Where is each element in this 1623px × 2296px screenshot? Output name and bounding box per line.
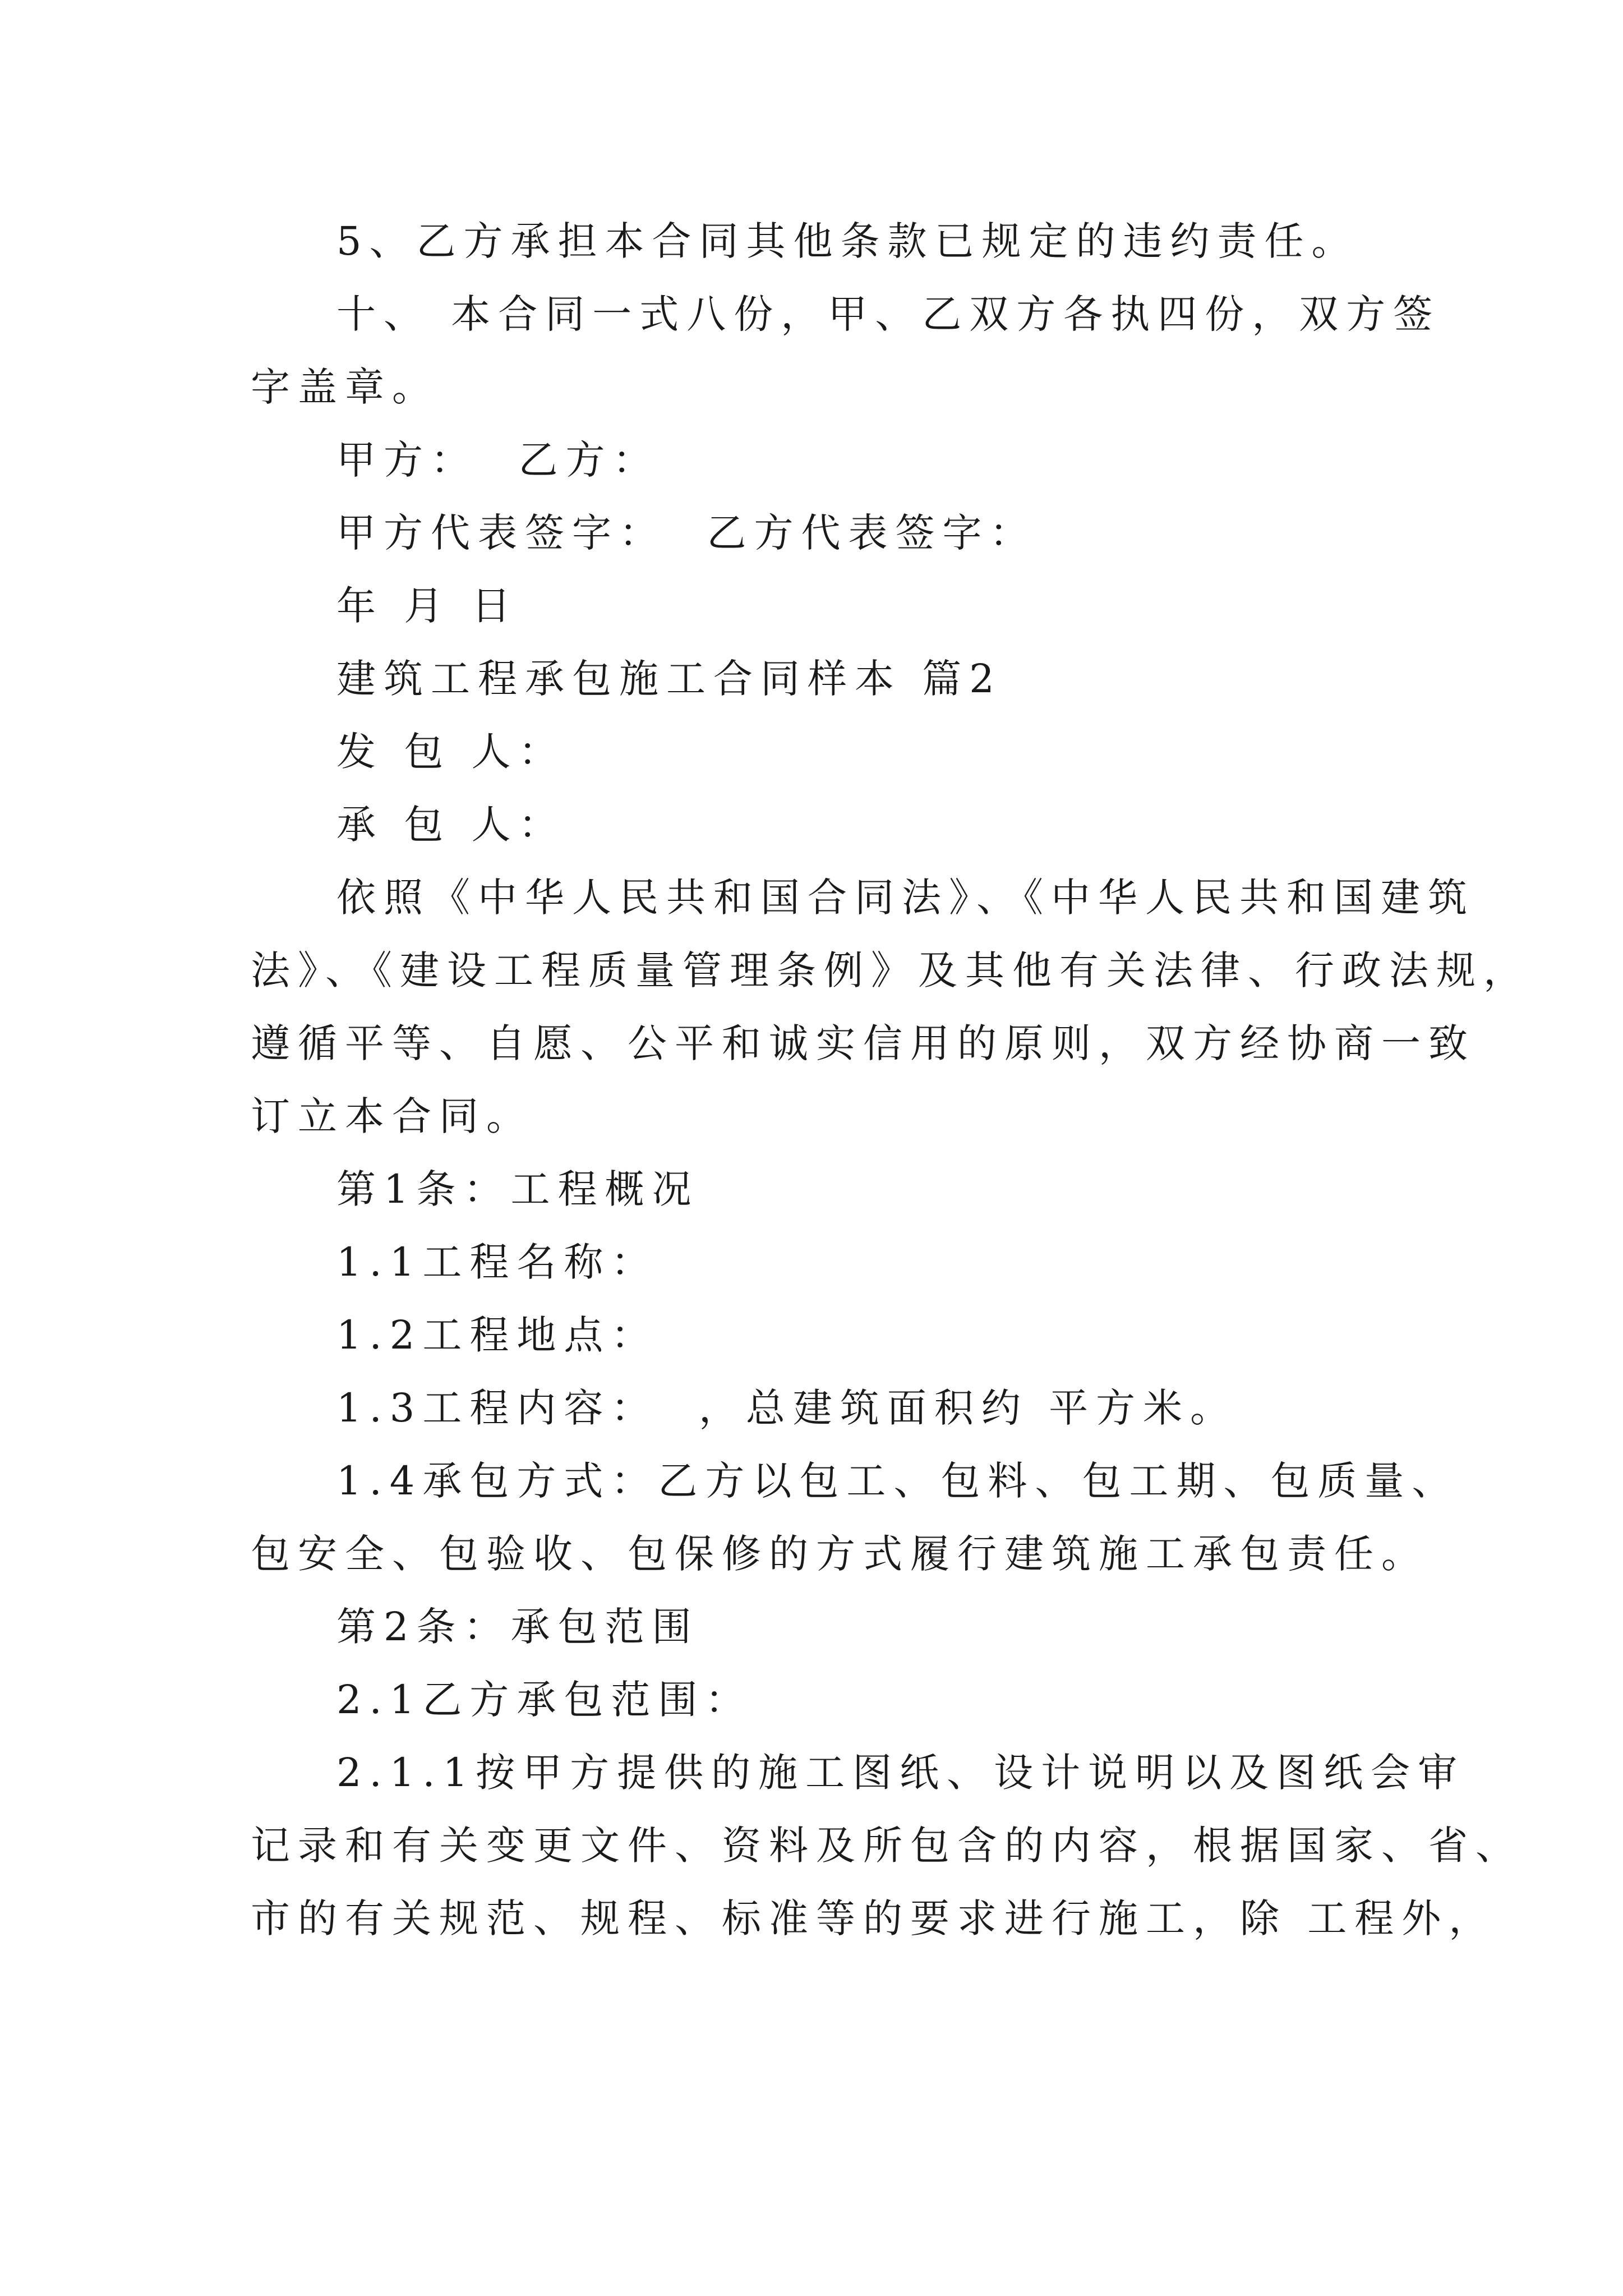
item-2-1-1-line-3: 市的有关规范、规程、标准等的要求进行施工，除 工程外， <box>251 1895 1496 1941</box>
preamble-line-4: 订立本合同。 <box>251 1093 533 1139</box>
article-2-heading: 第2条：承包范围 <box>336 1604 699 1650</box>
signature-representatives: 甲方代表签字： 乙方代表签字： <box>336 510 1037 556</box>
item-2-1-1-line-2: 记录和有关变更文件、资料及所包含的内容，根据国家、省、 <box>251 1823 1523 1869</box>
section-title-part-2: 建筑工程承包施工合同样本 篇2 <box>336 656 1002 702</box>
item-1-2-project-location: 1.2工程地点： <box>336 1312 658 1358</box>
item-1-4-contract-method-cont: 包安全、包验收、包保修的方式履行建筑施工承包责任。 <box>251 1531 1428 1577</box>
clause-10-copies: 十、 本合同一式八份，甲、乙双方各执四份，双方签 <box>336 291 1441 337</box>
clause-10-copies-cont: 字盖章。 <box>251 364 439 410</box>
preamble-line-2: 法》、《建设工程质量管理条例》及其他有关法律、行政法规， <box>251 947 1530 993</box>
item-1-3-project-content: 1.3工程内容： ，总建筑面积约 平方米。 <box>336 1385 1238 1431</box>
clause-5-breach: 5、乙方承担本合同其他条款已规定的违约责任。 <box>336 218 1359 264</box>
contractor-field: 承 包 人： <box>336 802 566 848</box>
preamble-line-3: 遵循平等、自愿、公平和诚实信用的原则，双方经协商一致 <box>251 1020 1476 1066</box>
signature-date: 年 月 日 <box>336 583 519 629</box>
item-1-1-project-name: 1.1工程名称： <box>336 1239 658 1285</box>
article-1-heading: 第1条：工程概况 <box>336 1166 699 1212</box>
item-2-1-1-line-1: 2.1.1按甲方提供的施工图纸、设计说明以及图纸会审 <box>336 1750 1465 1796</box>
signature-party-names: 甲方： 乙方： <box>336 437 660 483</box>
item-1-4-contract-method: 1.4承包方式：乙方以包工、包料、包工期、包质量、 <box>336 1458 1459 1504</box>
preamble-line-1: 依照《中华人民共和国合同法》、《中华人民共和国建筑 <box>336 875 1475 921</box>
issuer-field: 发 包 人： <box>336 729 566 775</box>
item-2-1-scope: 2.1乙方承包范围： <box>336 1677 753 1723</box>
